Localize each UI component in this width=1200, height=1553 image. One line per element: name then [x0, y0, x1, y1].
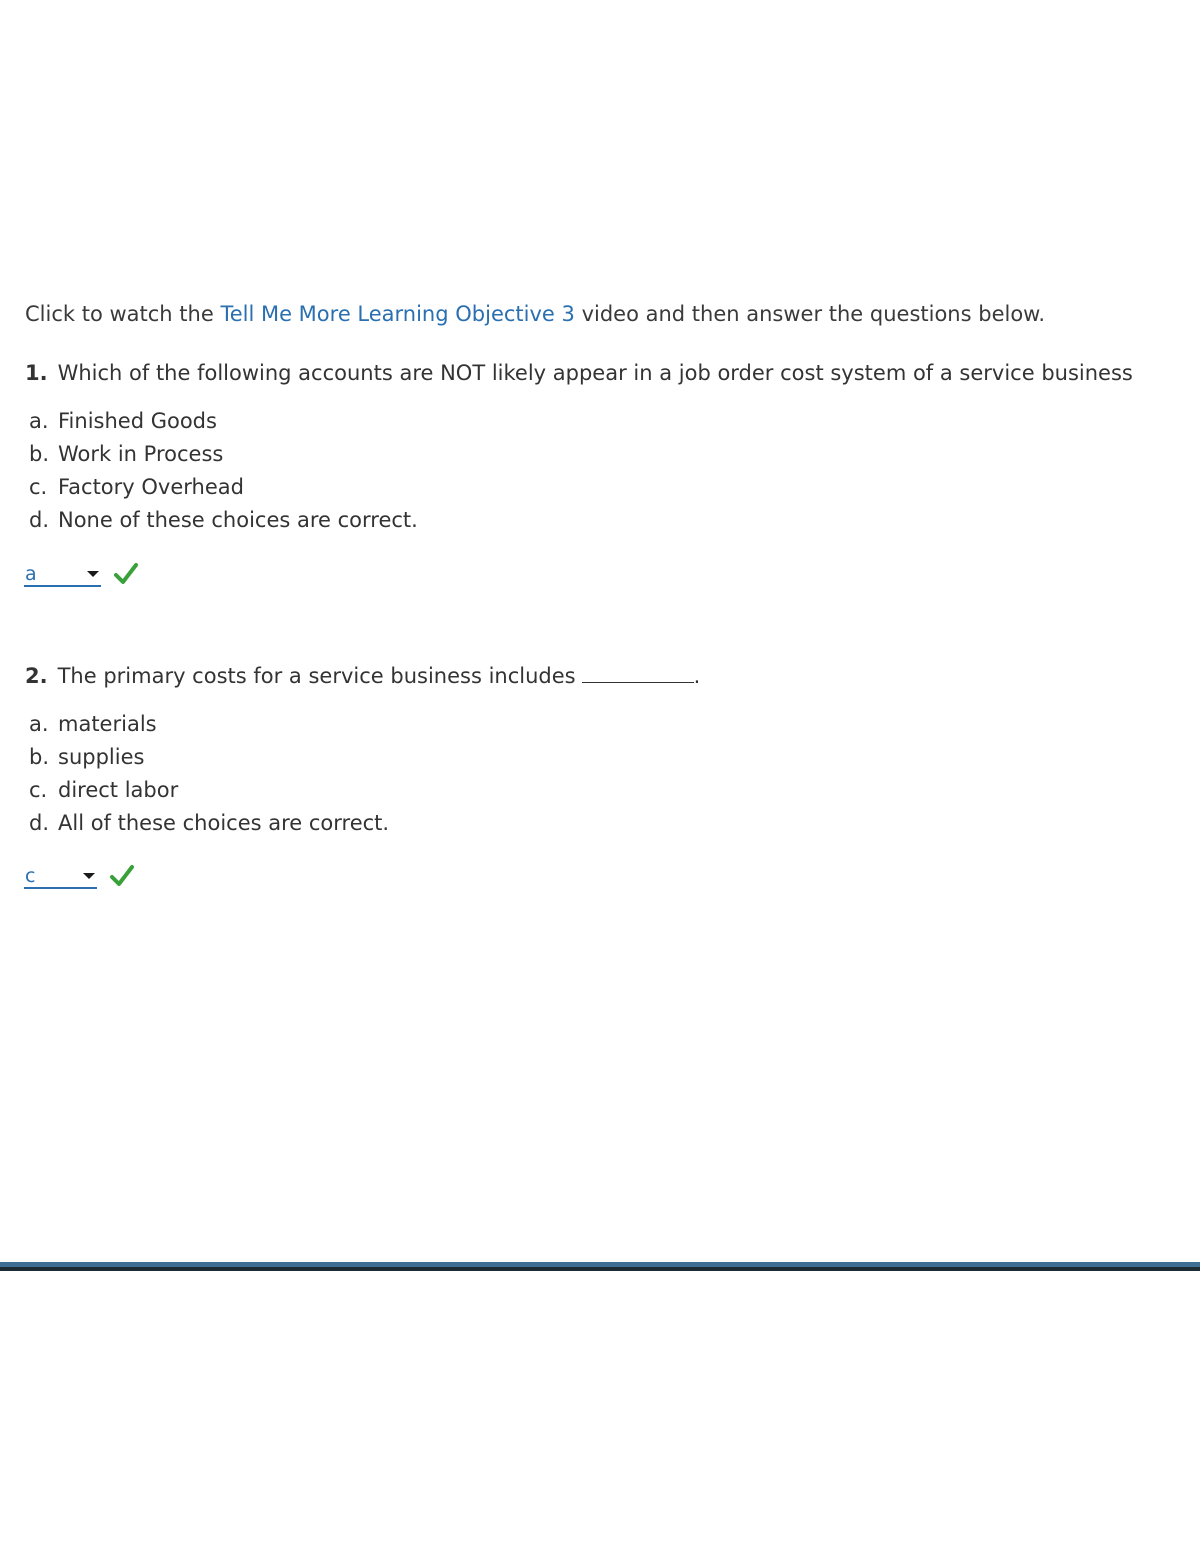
choice-item: [29, 438, 418, 471]
selected-value: a: [25, 563, 37, 585]
choice-letter: d.: [29, 811, 50, 835]
instructions-prefix: Click to watch the: [25, 302, 214, 326]
question-2: [25, 664, 1200, 688]
question-number: 2.: [25, 664, 48, 688]
choice-text: Finished Goods: [58, 409, 217, 433]
choice-letter: b.: [29, 745, 50, 769]
choice-item: [29, 708, 389, 741]
choice-text: direct labor: [58, 778, 179, 802]
choice-text: Factory Overhead: [58, 475, 244, 499]
choice-text: Work in Process: [58, 442, 224, 466]
choice-item: [29, 774, 389, 807]
caret-down-icon: [83, 873, 95, 879]
choice-text: None of these choices are correct.: [58, 508, 418, 532]
answer-select-1[interactable]: [24, 561, 101, 587]
question-text: Which of the following accounts are NOT likely appear in a job order cost system of a service business: [57, 361, 1133, 385]
choice-letter: b.: [29, 442, 50, 466]
caret-down-icon: [87, 571, 99, 577]
answer-select-2[interactable]: [24, 863, 97, 889]
instructions-suffix: video and then answer the questions below.: [581, 302, 1046, 326]
checkmark-icon: [109, 863, 135, 889]
choice-letter: c.: [29, 778, 48, 802]
choice-text: supplies: [58, 745, 145, 769]
instructions: [25, 302, 1045, 326]
choice-item: [29, 807, 389, 840]
checkmark-icon: [113, 561, 139, 587]
fill-in-blank: [582, 664, 694, 683]
choice-item: [29, 741, 389, 774]
question-trailing: .: [693, 664, 701, 688]
choice-list-1: [29, 405, 418, 537]
choice-letter: d.: [29, 508, 50, 532]
choice-item: [29, 471, 418, 504]
footer-divider-shadow: [0, 1267, 1200, 1271]
choice-letter: c.: [29, 475, 48, 499]
video-link[interactable]: Tell Me More Learning Objective 3: [220, 302, 575, 326]
choice-list-2: [29, 708, 389, 840]
choice-letter: a.: [29, 409, 49, 433]
choice-text: All of these choices are correct.: [58, 811, 390, 835]
choice-item: [29, 405, 418, 438]
question-text: The primary costs for a service business includes: [57, 664, 576, 688]
choice-item: [29, 504, 418, 537]
choice-text: materials: [58, 712, 157, 736]
question-number: 1.: [25, 361, 48, 385]
answer-row-2: [24, 863, 135, 889]
choice-letter: a.: [29, 712, 49, 736]
question-1: [25, 361, 1200, 385]
answer-row-1: [24, 561, 139, 587]
selected-value: c: [25, 865, 36, 887]
